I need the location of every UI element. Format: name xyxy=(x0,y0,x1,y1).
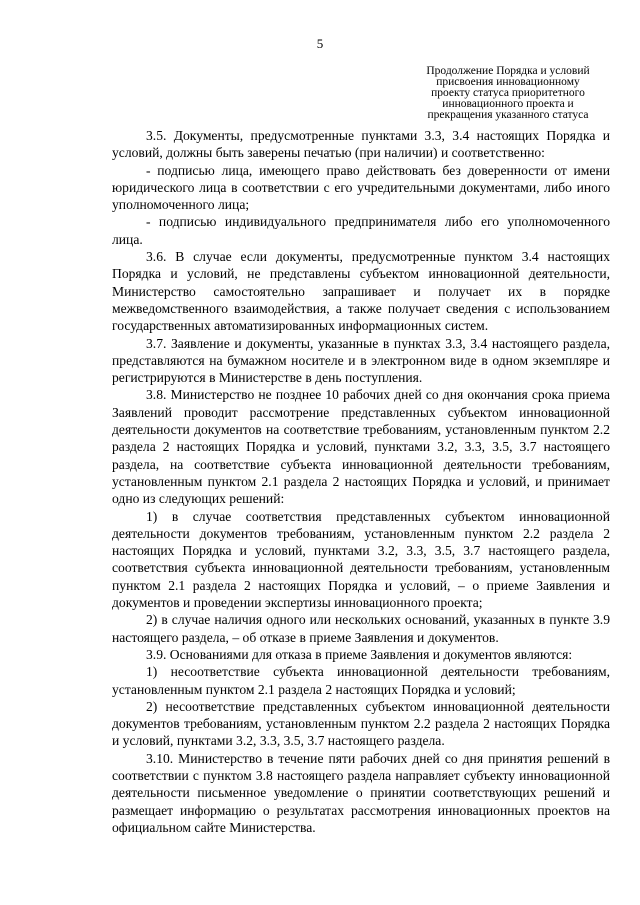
paragraph-3-10: 3.10. Министерство в течение пяти рабочих дней со дня принятия решений в соответствии с пунктом 3.8 настоящего раздела направляет субъекту инновационной деятельности письменное уведомление о принятии соответствующих решений и размещает информацию о результатах рассмотрения инновационных проектов на официальном сайте Министерства. xyxy=(112,750,610,835)
paragraph-3-6: 3.6. В случае если документы, предусмотренные пунктом 3.4 настоящих Порядка и условий, не представлены субъектом инновационной деятельности, Министерство самостоятельно запрашивает и получает их в порядке межведомственного взаимодействия, а также получает сведения с использованием государственных автоматизированных информационных систем. xyxy=(112,249,610,334)
header-note-line: прекращения указанного статуса xyxy=(427,109,589,121)
paragraph-3-9: 3.9. Основаниями для отказа в приеме Заявления и документов являются: xyxy=(146,646,573,662)
header-note-line: Продолжение Порядка и условий xyxy=(426,65,590,77)
paragraph-3-5-item-2: - подписью индивидуального предпринимателя либо его уполномоченного лица. xyxy=(112,214,610,247)
paragraph-3-7: 3.7. Заявление и документы, указанные в пунктах 3.3, 3.4 настоящего раздела, представляются на бумажном носителе и в электронном виде в одном экземпляре и регистрируются в Министерстве в день поступления. xyxy=(112,335,610,386)
paragraph-3-5: 3.5. Документы, предусмотренные пунктами 3.3, 3.4 настоящих Порядка и условий, должны быть заверены печатью (при наличии) и соответственно: xyxy=(112,128,610,161)
paragraph-3-9-item-2: 2) несоответствие представленных субъектом инновационной деятельности документов требованиям, установленным пунктом 2.2 раздела 2 настоящих Порядка и условий, пунктами 3.2, 3.3, 3.5, 3.7 настоящего раздела. xyxy=(112,698,610,749)
paragraph-3-8-item-2: 2) в случае наличия одного или нескольких оснований, указанных в пункте 3.9 настоящего раздела, – об отказе в приеме Заявления и документов. xyxy=(112,612,610,645)
header-note-line: проекту статуса приоритетного xyxy=(431,87,585,99)
header-note-line: присвоения инновационному xyxy=(436,76,580,88)
header-note xyxy=(408,66,608,121)
header-note-line: инновационного проекта и xyxy=(442,98,574,110)
page-number: 5 xyxy=(316,36,324,51)
paragraph-3-8-item-1: 1) в случае соответствия представленных субъектом инновационной деятельности документов требованиям, установленным пунктом 2.2 раздела 2 настоящих Порядка и условий, пунктами 3.2, 3.3, 3.5, 3.7 настоящего раздела, соответствия субъекта инновационной деятельности требованиям, установленным пунктом 2.1 раздела 2 настоящих Порядка и условий, – о приеме Заявления и документов и проведении экспертизы инновационного проекта; xyxy=(112,508,610,611)
paragraph-3-8: 3.8. Министерство не позднее 10 рабочих дней со дня окончания срока приема Заявлений проводит рассмотрение представленных субъектом инновационной деятельности документов на соответствие требованиям, установленным пунктом 2.2 раздела 2 настоящих Порядка и условий, пунктами 3.2, 3.3, 3.5, 3.7 настоящего раздела, на соответствие субъекта инновационной деятельности требованиям, установленным пунктом 2.1 раздела 2 настоящих Порядка и условий, и принимает одно из следующих решений: xyxy=(112,387,610,507)
paragraph-3-5-item-1: - подписью лица, имеющего право действовать без доверенности от имени юридического лица в соответствии с его учредительными документами, либо иного уполномоченного лица; xyxy=(112,162,610,213)
paragraph-3-9-item-1: 1) несоответствие субъекта инновационной деятельности требованиям, установленным пунктом 2.1 раздела 2 настоящих Порядка и условий; xyxy=(112,664,610,697)
document-body xyxy=(112,127,610,836)
